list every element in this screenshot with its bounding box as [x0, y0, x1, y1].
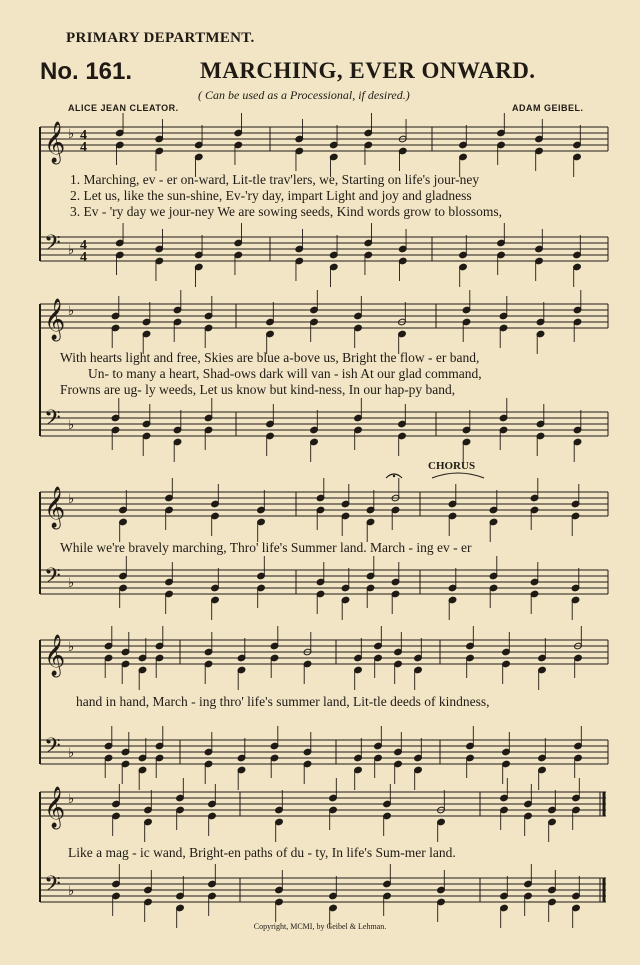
lyric-line: Like a mag - ic wand, Bright-en paths of du - ty, In life's Sum-mer land.	[68, 845, 456, 860]
treble-clef-icon: 𝄞	[44, 787, 66, 828]
flat-icon: ♭	[68, 492, 75, 507]
fermata-dot	[393, 475, 395, 477]
hymn-subtitle: ( Can be used as a Processional, if desired.)	[198, 88, 410, 102]
lyric-line: Un- to many a heart, Shad-ows dark will van - ish At our glad command,	[88, 366, 482, 381]
flat-icon: ♭	[68, 418, 75, 433]
time-signature: 4	[80, 238, 87, 253]
flat-icon: ♭	[68, 243, 75, 258]
chorus-label: CHORUS	[428, 460, 476, 472]
lyric-line: With hearts light and free, Skies are blue a-bove us, Bright the flow - er band,	[60, 350, 480, 365]
composer-credit: ADAM GEIBEL.	[512, 103, 584, 113]
slur	[432, 473, 484, 478]
lyric-line: 2. Let us, like the sun-shine, Ev-'ry day, impart Light and joy and gladness	[70, 188, 472, 203]
flat-icon: ♭	[68, 746, 75, 761]
lyric-line: While we're bravely marching, Thro' life's Summer land. March - ing ev - er	[60, 540, 472, 555]
flat-icon: ♭	[68, 884, 75, 899]
time-signature: 4	[80, 250, 87, 265]
lyric-line: Frowns are ug- ly weeds, Let us know but kind-ness, In our hap-py band,	[60, 382, 456, 397]
treble-clef-icon: 𝄞	[44, 299, 66, 340]
treble-clef-icon: 𝄞	[44, 122, 66, 163]
treble-clef-icon: 𝄞	[44, 635, 66, 676]
flat-icon: ♭	[68, 792, 75, 807]
flat-icon: ♭	[68, 127, 75, 142]
time-signature: 4	[80, 140, 87, 155]
department-label: PRIMARY DEPARTMENT.	[66, 30, 255, 46]
author-credit: ALICE JEAN CLEATOR.	[68, 103, 179, 113]
bass-clef-icon: 𝄢	[44, 734, 61, 764]
hymn-number: No. 161.	[40, 58, 133, 85]
time-signature: 4	[80, 128, 87, 143]
lyric-line: 3. Ev - 'ry day we jour-ney We are sowing seeds, Kind words grow to blossoms,	[70, 204, 503, 219]
copyright-notice: Copyright, MCMI, by Geibel & Lehman.	[253, 922, 387, 931]
hymn-title: MARCHING, EVER ONWARD.	[200, 58, 536, 83]
flat-icon: ♭	[68, 576, 75, 591]
bass-clef-icon: 𝄢	[44, 872, 61, 902]
lyric-line: hand in hand, March - ing thro' life's summer land, Lit-tle deeds of kindness,	[76, 694, 490, 709]
bass-clef-icon: 𝄢	[44, 564, 61, 594]
flat-icon: ♭	[68, 640, 75, 655]
bass-clef-icon: 𝄢	[44, 231, 61, 261]
treble-clef-icon: 𝄞	[44, 487, 66, 528]
bass-clef-icon: 𝄢	[44, 406, 61, 436]
lyric-line: 1. Marching, ev - er on-ward, Lit-tle trav'lers, we, Starting on life's jour-ney	[70, 172, 480, 187]
flat-icon: ♭	[68, 304, 75, 319]
